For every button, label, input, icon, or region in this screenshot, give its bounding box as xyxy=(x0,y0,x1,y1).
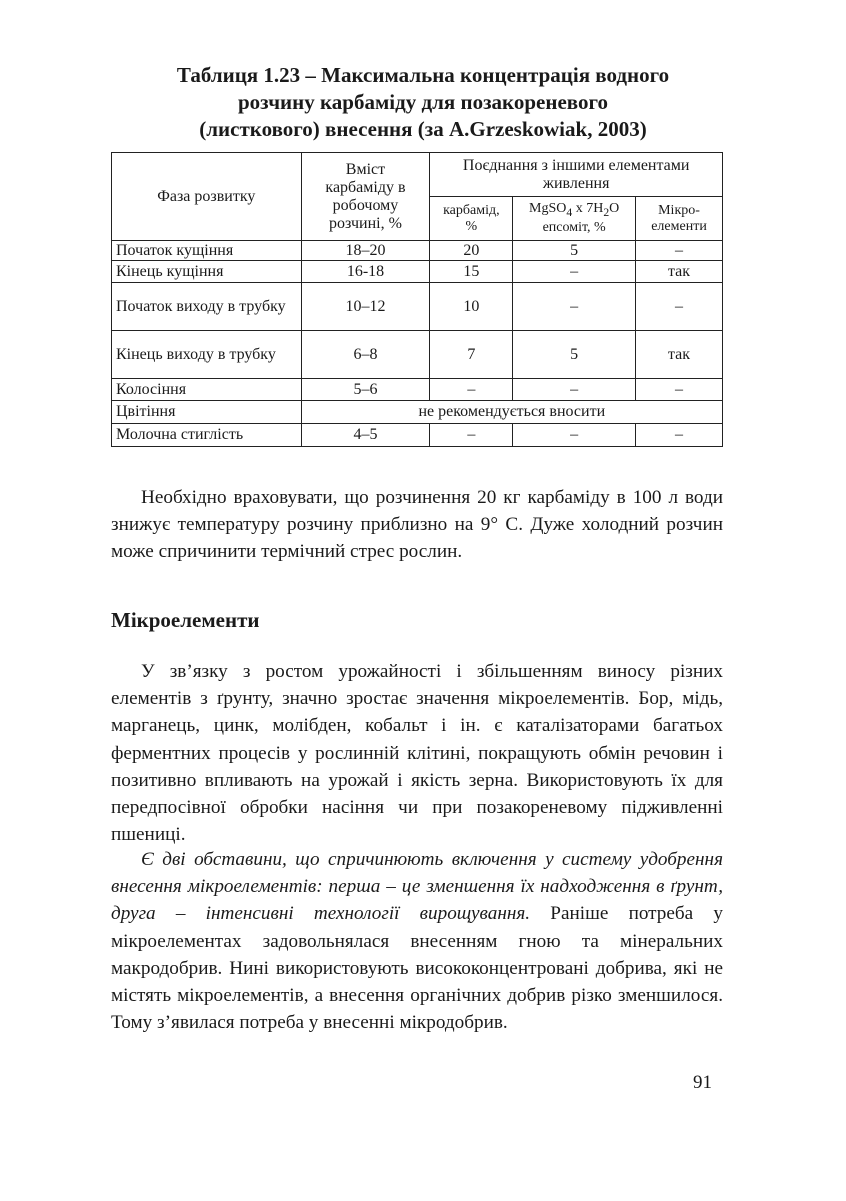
caption-line-1: Таблиця 1.23 – Максимальна концентрація водного xyxy=(176,63,670,87)
phase-cell: Колосіння xyxy=(112,379,302,401)
paragraph-dissolution: Необхідно враховувати, що розчинення 20 кг карбаміду в 100 л води знижує температуру розчину приблизно на 9° С. Дуже холодний розчин може спричинити термічний стрес рослин. xyxy=(111,487,723,563)
header-carbamide-line-1: карбамід, xyxy=(443,202,500,218)
mgso4-line-2: епсоміт, % xyxy=(542,220,606,236)
table-row xyxy=(112,241,723,261)
table-row xyxy=(112,283,723,331)
header-phase: Фаза розвитку xyxy=(112,153,302,241)
carbamide-cell: 20 xyxy=(430,241,513,261)
micro-cell: – xyxy=(636,241,723,261)
carbamide-cell: 10 xyxy=(430,283,513,331)
header-micro-line-1: Мікро- xyxy=(658,202,700,218)
micro-cell: так xyxy=(636,331,723,379)
micro-cell: так xyxy=(636,261,723,283)
table-row xyxy=(112,261,723,283)
carbamide-table xyxy=(111,152,723,447)
mgso4-cell: – xyxy=(513,283,636,331)
micro-cell: – xyxy=(636,379,723,401)
micro-cell: – xyxy=(636,424,723,447)
mgso4-cell: 5 xyxy=(513,331,636,379)
flowering-note: не рекомендується вносити xyxy=(301,401,722,424)
content-cell: 4–5 xyxy=(301,424,430,447)
table-row xyxy=(112,379,723,401)
header-carbamide xyxy=(430,197,513,241)
caption-line-2: розчину карбаміду для позакореневого xyxy=(238,90,608,114)
carbamide-cell: 15 xyxy=(430,261,513,283)
mgso4-cell: – xyxy=(513,379,636,401)
phase-cell: Кінець виходу в трубку xyxy=(112,331,302,379)
phase-cell: Цвітіння xyxy=(112,401,302,424)
content-cell: 16-18 xyxy=(301,261,430,283)
mgso4-cell: 5 xyxy=(513,241,636,261)
content-cell: 5–6 xyxy=(301,379,430,401)
phase-cell: Молочна стиглість xyxy=(112,424,302,447)
page-number: 91 xyxy=(693,1072,712,1093)
carbamide-cell: 7 xyxy=(430,331,513,379)
header-mgso4 xyxy=(513,197,636,241)
paragraph-circumstances xyxy=(111,846,723,1036)
paragraph-microelements: У зв’язку з ростом урожайності і збільшенням виносу різних елементів з ґрунту, значно зростає значення мікроелементів. Бор, мідь, марганець, цинк, молібден, кобальт і ін. є каталізаторами багатьох ферментних процесів у рослинній клітині, покращують обмін речовин і позитивно впливають на урожай і якість зерна. Використовують їх для передпосівної обробки насіння чи при позакореневому підживленні пшениці. xyxy=(111,661,723,846)
header-content-line-4: розчині, % xyxy=(329,214,402,232)
content-cell: 6–8 xyxy=(301,331,430,379)
paragraph-circumstances-rest: Раніше потреба у мікроелементах задовольнялася внесенням гною та мінеральних макродобрив. Нині використовують висококонцентровані добрива, які не містять мікроелементів, а внесення органічних добрив різко зменшилося. Тому з’явилася потреба у внесенні мікродобрив. xyxy=(111,903,723,1034)
header-micro xyxy=(636,197,723,241)
header-micro-line-2: елементи xyxy=(651,218,707,234)
table-row xyxy=(112,424,723,447)
italic-circumstances: Є дві обставини, що спричинюють включення у систему удобрення внесення мікроелементів: перша – це зменшення їх надходження в ґрунт, друга – інтенсивні технології вирощування. xyxy=(111,849,723,925)
content-cell: 10–12 xyxy=(301,283,430,331)
phase-cell: Початок кущіння xyxy=(112,241,302,261)
mgso4-cell: – xyxy=(513,424,636,447)
header-carbamide-line-2: % xyxy=(465,218,478,234)
header-content-line-3: робочому xyxy=(332,196,399,214)
content-cell: 18–20 xyxy=(301,241,430,261)
table-row xyxy=(112,331,723,379)
header-content-line-2: карбаміду в xyxy=(325,178,406,196)
header-combination: Поєднання з іншими елементами живлення xyxy=(430,153,723,197)
micro-cell: – xyxy=(636,283,723,331)
phase-cell: Кінець кущіння xyxy=(112,261,302,283)
table-row xyxy=(112,401,723,424)
carbamide-cell: – xyxy=(430,379,513,401)
mgso4-formula: MgSO$_4$ х $7H_2O$ xyxy=(529,200,620,219)
caption-line-3: (листкового) внесення (за A.Grzeskowiak, 2003) xyxy=(199,117,647,141)
mgso4-cell: – xyxy=(513,261,636,283)
carbamide-cell: – xyxy=(430,424,513,447)
header-content-line-1: Вміст xyxy=(345,160,386,178)
section-heading: Мікроелементи xyxy=(111,608,260,632)
phase-cell: Початок виходу в трубку xyxy=(112,283,302,331)
table-caption xyxy=(100,62,746,143)
header-content xyxy=(301,153,430,241)
